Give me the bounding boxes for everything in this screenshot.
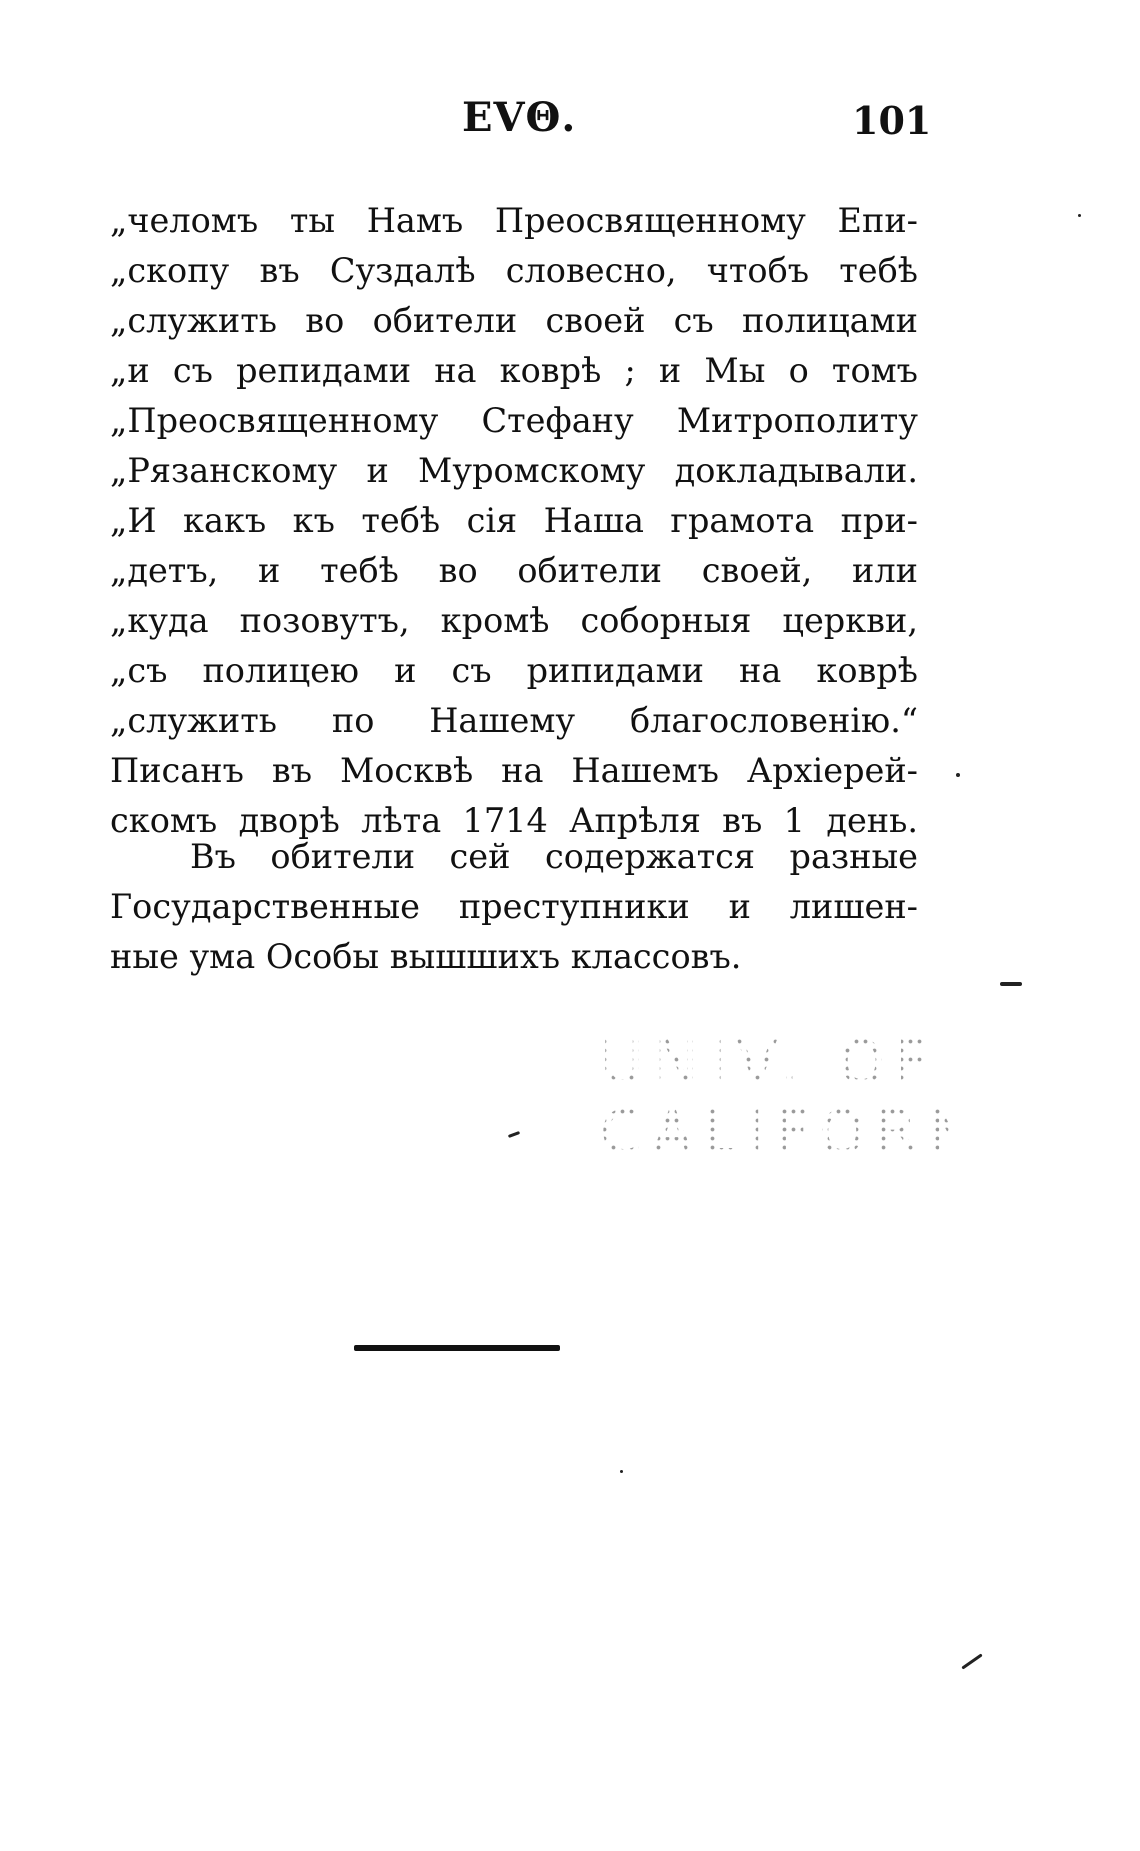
ink-speck [620, 1470, 623, 1473]
text-line: „скопу въ Суздалѣ словесно, чтобъ тебѣ [110, 251, 918, 290]
text-line: „съ полицею и съ рипидами на коврѣ [110, 651, 918, 690]
ink-speck [508, 1131, 520, 1138]
ink-speck [961, 1653, 982, 1669]
text-line: Государственные преступники и лишен- [110, 887, 918, 926]
text-line: „И какъ къ тебѣ сія Наша грамота при- [110, 501, 918, 540]
end-rule [354, 1345, 560, 1351]
letter-text-block [110, 196, 918, 846]
text-line: „Рязанскому и Муромскому докладывали. [110, 451, 918, 490]
ink-speck [956, 773, 960, 777]
stamp-line: UNIV. OF [600, 1028, 950, 1098]
page-number: 101 [852, 98, 932, 143]
ink-speck [1078, 214, 1081, 217]
text-line: „куда позовутъ, кромѣ соборныя церкви, [110, 601, 918, 640]
library-perforation-stamp [600, 1028, 983, 1178]
text-line: ные ума Особы вышшихъ классовъ. [110, 937, 742, 976]
text-line: „челомъ ты Намъ Преосвященному Епи- [110, 201, 918, 240]
text-line: „служить по Нашему благословенію.“ [110, 701, 918, 740]
text-line: „Преосвященному Стефану Митрополиту [110, 401, 918, 440]
text-line: скомъ дворѣ лѣта 1714 Апрѣля въ 1 день. [110, 801, 918, 840]
stamp-line: CALIFORN [600, 1098, 983, 1168]
text-line: Въ обители сей содержатся разные [190, 837, 918, 876]
ink-speck [1000, 982, 1022, 986]
text-line: „служить во обители своей съ полицами [110, 301, 918, 340]
running-head: EVΘ. [462, 94, 577, 141]
text-line: Писанъ въ Москвѣ на Нашемъ Архіерей- [110, 751, 918, 790]
note-paragraph [110, 832, 918, 982]
text-line: „детъ, и тебѣ во обители своей, или [110, 551, 918, 590]
text-line: „и съ репидами на коврѣ ; и Мы о томъ [110, 351, 918, 390]
